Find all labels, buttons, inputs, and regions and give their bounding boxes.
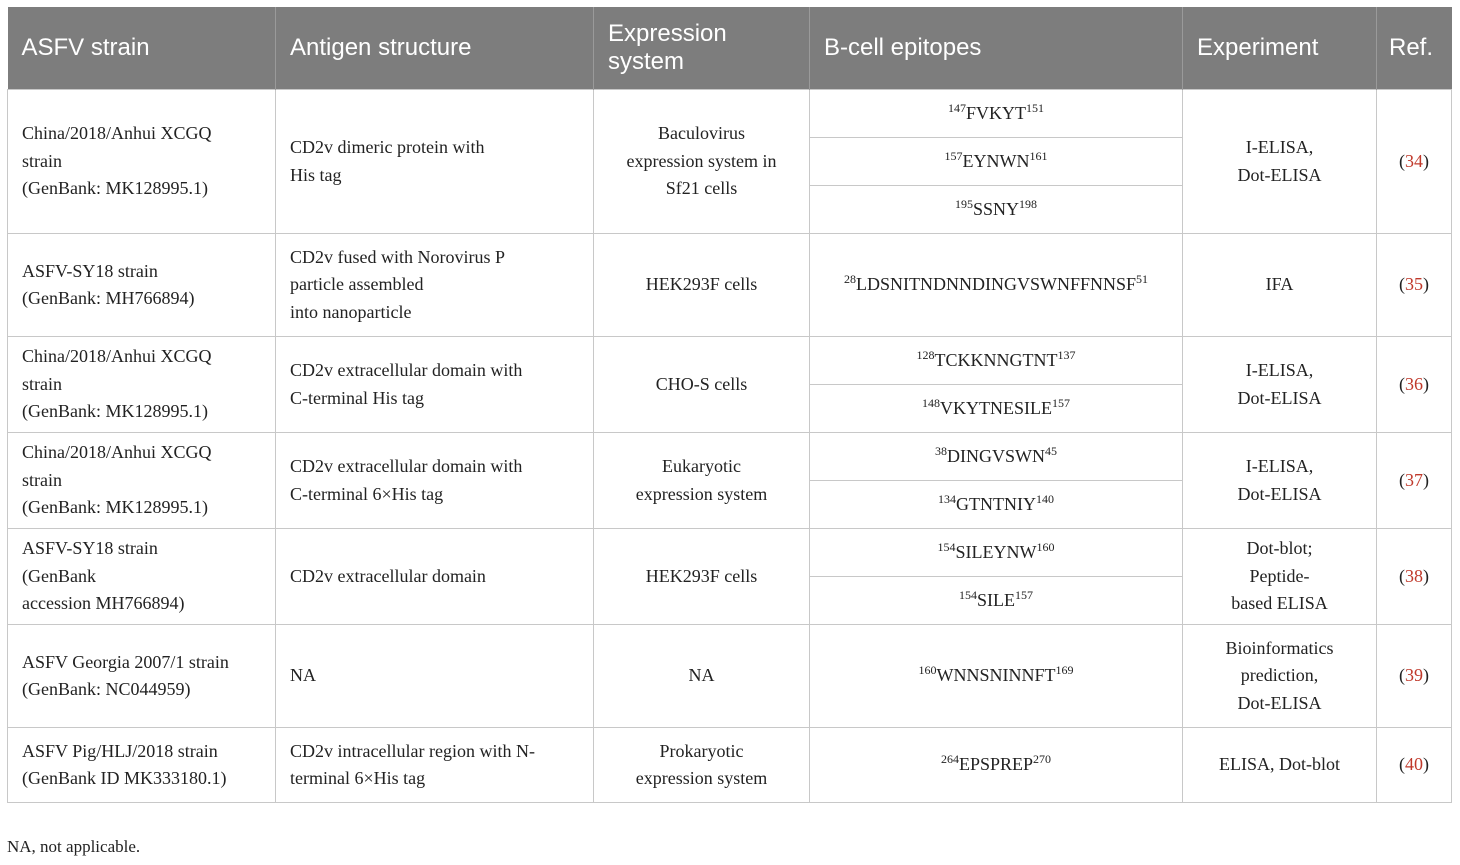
table-body — [8, 90, 1452, 803]
experiment-cell-line: I-ELISA, — [1245, 360, 1314, 380]
expression-cell-line: CHO-S cells — [655, 373, 748, 394]
epitope-cell — [810, 138, 1183, 186]
epitope-start-position: 160 — [918, 663, 937, 678]
epitope-end-position: 51 — [1136, 272, 1149, 287]
expression-cell — [594, 90, 810, 234]
strain-cell-line: ASFV-SY18 strain — [22, 538, 158, 559]
epitope-start-position: 134 — [938, 491, 956, 506]
epitope-sequence: TCKKNNGTNT — [934, 349, 1058, 370]
strain-cell-line: accession MH766894) — [22, 593, 185, 614]
epitope-cell — [810, 234, 1183, 337]
expression-cell-line: NA — [688, 665, 715, 686]
antigen-cell — [276, 337, 594, 433]
strain-cell — [8, 728, 276, 803]
strain-cell-line: ASFV-SY18 strain — [22, 260, 158, 281]
epitope-cell — [810, 577, 1183, 625]
table-row — [8, 728, 1452, 803]
ref-paren: ) — [1423, 150, 1429, 171]
reference-link[interactable]: 39 — [1405, 665, 1423, 686]
epitope-end-position: 160 — [1036, 539, 1055, 554]
experiment-cell-line: prediction, — [1240, 665, 1319, 686]
epitope-start-position: 195 — [954, 196, 973, 211]
epitope-sequence: VKYTNESILE — [940, 397, 1052, 418]
antigen-cell-line: CD2v extracellular domain — [290, 565, 486, 586]
antigen-cell-line: CD2v extracellular domain with — [290, 360, 523, 380]
antigen-cell-line: terminal 6×His tag — [290, 768, 426, 788]
expression-cell-line: expression system — [635, 768, 768, 788]
experiment-cell-line: Dot-ELISA — [1237, 692, 1322, 713]
header-antigen-structure: Antigen structure — [276, 7, 594, 90]
experiment-cell-line: IFA — [1265, 274, 1294, 295]
strain-cell-line: (GenBank ID MK333180.1) — [22, 768, 227, 788]
epitope-cell — [810, 529, 1183, 577]
reference-link[interactable]: 40 — [1405, 754, 1423, 775]
antigen-cell-line: C-terminal His tag — [290, 387, 424, 408]
ref-paren: ( — [1399, 373, 1405, 394]
antigen-cell — [276, 433, 594, 529]
antigen-cell-line: CD2v fused with Norovirus P — [290, 246, 505, 267]
table-row — [8, 529, 1452, 577]
expression-cell-line: Prokaryotic — [659, 740, 744, 761]
epitope-sequence: FVKYT — [965, 102, 1026, 123]
epitope-end-position: 161 — [1029, 148, 1048, 163]
epitope-sequence: SSNY — [972, 198, 1020, 219]
ref-cell — [1377, 90, 1452, 234]
antigen-cell-line: NA — [290, 665, 316, 686]
antigen-cell-line: particle assembled — [290, 274, 424, 295]
reference-link[interactable]: 38 — [1405, 565, 1423, 586]
epitope-sequence: SILE — [977, 589, 1015, 610]
epitope-start-position: 264 — [940, 752, 959, 767]
strain-cell-line: (GenBank: MH766894) — [22, 288, 195, 308]
strain-cell-line: ASFV Georgia 2007/1 strain — [22, 651, 229, 672]
epitope-end-position: 45 — [1045, 443, 1057, 458]
strain-cell-line: strain — [22, 150, 62, 171]
strain-cell-line: (GenBank — [22, 565, 96, 586]
epitope-sequence: EPSPREP — [958, 754, 1034, 775]
epitope-end-position: 151 — [1026, 100, 1044, 115]
epitope-end-position: 140 — [1035, 491, 1054, 506]
strain-cell — [8, 433, 276, 529]
epitope-sequence: GTNTNIY — [956, 493, 1036, 514]
expression-cell-line: Eukaryotic — [662, 456, 741, 476]
header-b-cell-epitopes: B-cell epitopes — [810, 7, 1183, 90]
table-row — [8, 337, 1452, 385]
header-expression-line-1: Expression — [608, 20, 727, 47]
experiment-cell-line: I-ELISA, — [1245, 137, 1314, 157]
epitope-end-position: 198 — [1019, 196, 1038, 211]
antigen-cell-line: into nanoparticle — [290, 301, 412, 322]
experiment-cell — [1183, 625, 1377, 728]
epitope-start-position: 38 — [935, 443, 947, 458]
antigen-cell — [276, 234, 594, 337]
expression-cell-line: HEK293F cells — [645, 565, 758, 586]
epitope-start-position: 28 — [843, 272, 856, 287]
experiment-cell — [1183, 234, 1377, 337]
header-experiment: Experiment — [1183, 7, 1377, 90]
expression-cell — [594, 625, 810, 728]
strain-cell-line: ASFV Pig/HLJ/2018 strain — [22, 740, 218, 761]
reference-link[interactable]: 35 — [1405, 274, 1423, 295]
strain-cell-line: (GenBank: MK128995.1) — [22, 178, 208, 199]
strain-cell — [8, 90, 276, 234]
antigen-cell — [276, 625, 594, 728]
experiment-cell-line: Bioinformatics — [1225, 637, 1334, 658]
strain-cell-line: China/2018/Anhui XCGQ — [22, 442, 212, 463]
ref-cell — [1377, 337, 1452, 433]
epitope-cell — [810, 186, 1183, 234]
ref-paren: ) — [1423, 373, 1429, 394]
ref-paren: ) — [1423, 665, 1429, 686]
expression-cell — [594, 728, 810, 803]
experiment-cell — [1183, 529, 1377, 625]
epitope-start-position: 148 — [922, 395, 940, 410]
antigen-cell-line: CD2v dimeric protein with — [290, 137, 485, 157]
epitope-cell — [810, 337, 1183, 385]
ref-paren: ( — [1399, 565, 1405, 586]
ref-cell — [1377, 234, 1452, 337]
expression-cell — [594, 234, 810, 337]
epitope-start-position: 128 — [916, 347, 935, 362]
experiment-cell-line: Peptide- — [1249, 565, 1310, 586]
antigen-cell — [276, 90, 594, 234]
strain-cell-line: (GenBank: MK128995.1) — [22, 401, 208, 422]
expression-cell-line: expression system — [635, 483, 768, 504]
antigen-cell — [276, 529, 594, 625]
reference-link[interactable]: 36 — [1405, 373, 1423, 394]
epitope-start-position: 154 — [959, 587, 977, 602]
epitope-end-position: 270 — [1033, 752, 1052, 767]
epitope-start-position: 157 — [944, 148, 963, 163]
expression-cell — [594, 529, 810, 625]
expression-cell-line: Baculovirus — [658, 123, 745, 144]
strain-cell-line: China/2018/Anhui XCGQ — [22, 123, 212, 144]
ref-paren: ( — [1399, 469, 1405, 490]
strain-cell — [8, 625, 276, 728]
epitope-end-position: 157 — [1015, 587, 1033, 602]
epitope-cell — [810, 90, 1183, 138]
ref-paren: ( — [1399, 150, 1405, 171]
epitope-end-position: 137 — [1057, 347, 1076, 362]
epitope-sequence: DINGVSWN — [947, 445, 1045, 466]
ref-paren: ) — [1423, 754, 1429, 775]
expression-cell-line: HEK293F cells — [645, 274, 758, 295]
table-header-row — [8, 7, 1452, 90]
epitope-cell — [810, 625, 1183, 728]
strain-cell — [8, 529, 276, 625]
epitope-cell — [810, 728, 1183, 803]
epitope-sequence: WNNSNINNFT — [936, 665, 1056, 686]
epitope-start-position: 154 — [937, 539, 956, 554]
epitope-start-position: 147 — [947, 100, 966, 115]
experiment-cell-line: Dot-ELISA — [1237, 164, 1322, 185]
experiment-cell-line: I-ELISA, — [1245, 456, 1314, 476]
epitope-cell — [810, 433, 1183, 481]
epitope-end-position: 157 — [1051, 395, 1070, 410]
strain-cell-line: strain — [22, 373, 62, 394]
table-row — [8, 625, 1452, 728]
antigen-cell-line: His tag — [290, 164, 342, 185]
reference-link[interactable]: 34 — [1405, 150, 1423, 171]
strain-cell-line: (GenBank: NC044959) — [22, 679, 191, 699]
ref-cell — [1377, 728, 1452, 803]
epitope-end-position: 169 — [1055, 663, 1074, 678]
antigen-cell-line: C-terminal 6×His tag — [290, 483, 444, 504]
epitope-cell — [810, 481, 1183, 529]
ref-cell — [1377, 433, 1452, 529]
experiment-cell — [1183, 90, 1377, 234]
ref-cell — [1377, 625, 1452, 728]
reference-link[interactable]: 37 — [1405, 469, 1423, 490]
table-row — [8, 234, 1452, 337]
expression-cell — [594, 337, 810, 433]
strain-cell — [8, 337, 276, 433]
strain-cell-line: China/2018/Anhui XCGQ — [22, 346, 212, 367]
ref-paren: ( — [1399, 274, 1405, 295]
antigen-cell-line: CD2v extracellular domain with — [290, 456, 523, 476]
experiment-cell-line: based ELISA — [1231, 593, 1328, 614]
ref-paren: ( — [1399, 754, 1405, 775]
table-row — [8, 433, 1452, 481]
epitope-sequence: SILEYNW — [955, 541, 1037, 562]
antigen-cell — [276, 728, 594, 803]
header-ref: Ref. — [1377, 7, 1452, 90]
table-footnote: NA, not applicable. — [7, 837, 141, 856]
experiment-cell-line: Dot-blot; — [1246, 538, 1313, 559]
strain-cell-line: (GenBank: MK128995.1) — [22, 497, 208, 518]
experiment-cell — [1183, 433, 1377, 529]
ref-paren: ) — [1423, 469, 1429, 490]
ref-paren: ( — [1399, 665, 1405, 686]
ref-paren: ) — [1423, 274, 1429, 295]
experiment-cell-line: Dot-ELISA — [1237, 387, 1322, 408]
epitope-table — [7, 7, 1452, 803]
strain-cell-line: strain — [22, 469, 62, 490]
experiment-cell — [1183, 337, 1377, 433]
epitope-sequence: LDSNITNDNNDINGVSWNFFNNSF — [855, 274, 1137, 295]
antigen-cell-line: CD2v intracellular region with N- — [290, 740, 535, 761]
experiment-cell-line: ELISA, Dot-blot — [1219, 754, 1340, 775]
ref-cell — [1377, 529, 1452, 625]
expression-cell — [594, 433, 810, 529]
epitope-cell — [810, 385, 1183, 433]
expression-cell-line: expression system in — [626, 150, 777, 171]
ref-paren: ) — [1423, 565, 1429, 586]
experiment-cell-line: Dot-ELISA — [1237, 483, 1322, 504]
epitope-sequence: EYNWN — [962, 150, 1030, 171]
table-row — [8, 90, 1452, 138]
header-asfv-strain: ASFV strain — [8, 7, 276, 90]
header-expression-line-2: system — [608, 48, 685, 75]
strain-cell — [8, 234, 276, 337]
expression-cell-line: Sf21 cells — [665, 178, 738, 199]
experiment-cell — [1183, 728, 1377, 803]
header-expression-system — [594, 7, 810, 90]
